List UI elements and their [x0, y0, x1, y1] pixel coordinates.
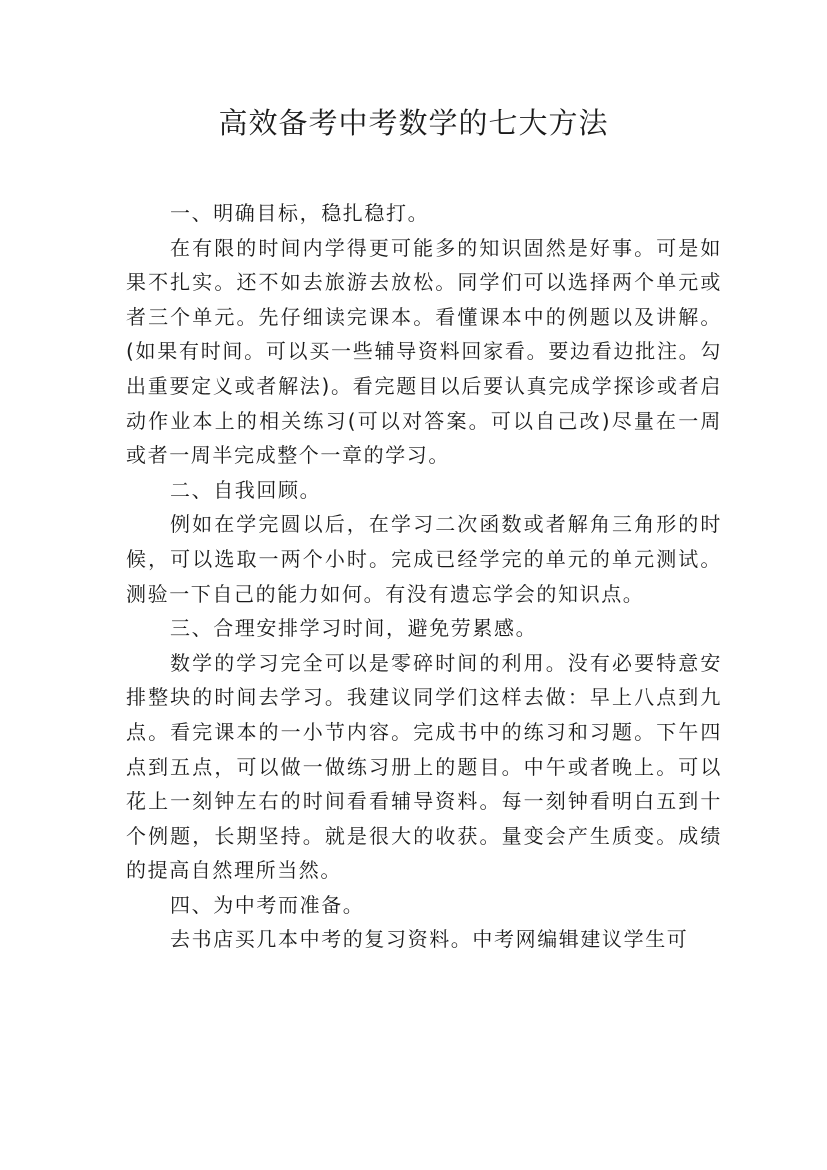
document-title: 高效备考中考数学的七大方法: [218, 106, 609, 140]
section-heading-1: 一、明确目标，稳扎稳打。: [170, 201, 430, 225]
paragraph-4: 去书店买几本中考的复习资料。中考网编辑建议学生可: [170, 927, 689, 952]
section-heading-3: 三、合理安排学习时间，避免劳累感。: [170, 616, 538, 641]
section-heading-2: 二、自我回顾。: [170, 477, 322, 502]
paragraph-1: 在有限的时间内学得更可能多的知识固然是好事。可是如果不扎实。还不如去旅游去放松。同学们可以选择两个单元或者三个单元。先仔细读完课本。看懂课本中的例题以及讲解。(如果有时间。可以买一些辅导资料回家看。要边看边批注。勾出重要定义或者解法)。看完题目以后要认真完成学探诊或者启动作业本上的相关练习(可以对答案。可以自己改)尽量在一周或者一周半完成整个一章的学习。: [126, 235, 722, 468]
paragraph-2: 例如在学完圆以后，在学习二次函数或者解角三角形的时候，可以选取一两个小时。完成已经学完的单元的单元测试。测验一下自己的能力如何。有没有遗忘学会的知识点。: [126, 512, 722, 606]
paragraph-3: 数学的学习完全可以是零碎时间的利用。没有必要特意安排整块的时间去学习。我建议同学们这样去做：早上八点到九点。看完课本的一小节内容。完成书中的练习和习题。下午四点到五点，可以做一做练习册上的题目。中午或者晚上。可以花上一刻钟左右的时间看看辅导资料。每一刻钟看明白五到十个例题，长期坚持。就是很大的收获。量变会产生质变。成绩的提高自然理所当然。: [126, 650, 722, 883]
section-heading-4: 四、为中考而准备。: [170, 892, 365, 917]
document-body: [126, 196, 722, 957]
